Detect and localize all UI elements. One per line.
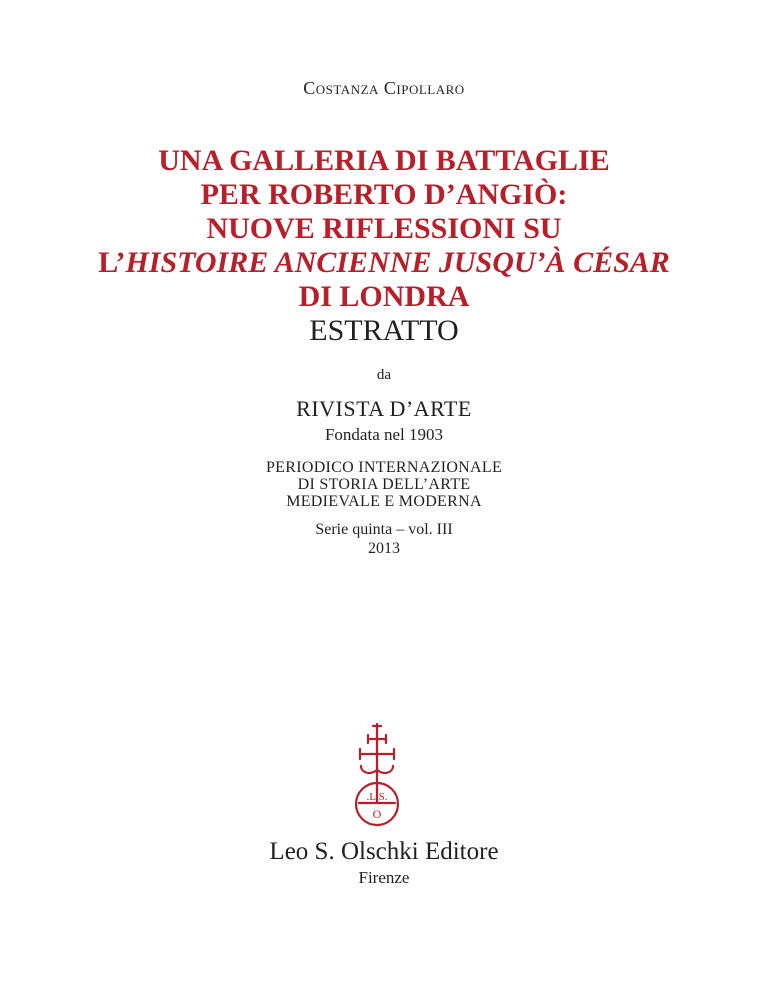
title-line-3: NUOVE RIFLESSIONI SU (206, 212, 562, 245)
extract-label: ESTRATTO (309, 314, 459, 347)
logo-letters-top: .L.S. (366, 791, 388, 803)
journal-year: 2013 (368, 540, 400, 557)
logo-letter-bottom: O (372, 807, 382, 821)
title-line-4 (0, 246, 768, 280)
publisher-name: Leo S. Olschki Editore (269, 838, 499, 865)
journal-name: RIVISTA D’ARTE (296, 396, 472, 421)
author-name: Costanza Cipollaro (303, 78, 465, 98)
journal-series: Serie quinta – vol. III (315, 521, 453, 538)
title-line-2: PER ROBERTO D’ANGIÒ: (200, 178, 568, 211)
journal-description-line-2: DI STORIA DELL’ARTE (297, 476, 471, 493)
journal-founded: Fondata nel 1903 (324, 425, 444, 444)
title-line-4-italic: HISTOIRE ANCIENNE JUSQU’À CÉSAR (125, 246, 670, 279)
title-line-5: DI LONDRA (298, 280, 470, 313)
from-label: da (376, 367, 392, 383)
olschki-cross-emblem-icon (351, 722, 403, 828)
journal-description-line-1: PERIODICO INTERNAZIONALE (265, 459, 503, 476)
publisher-city: Firenze (358, 868, 410, 887)
title-line-4-prefix: L’ (98, 246, 126, 279)
title-line-1: UNA GALLERIA DI BATTAGLIE (158, 144, 610, 177)
journal-description-line-3: MEDIEVALE E MODERNA (286, 493, 482, 510)
